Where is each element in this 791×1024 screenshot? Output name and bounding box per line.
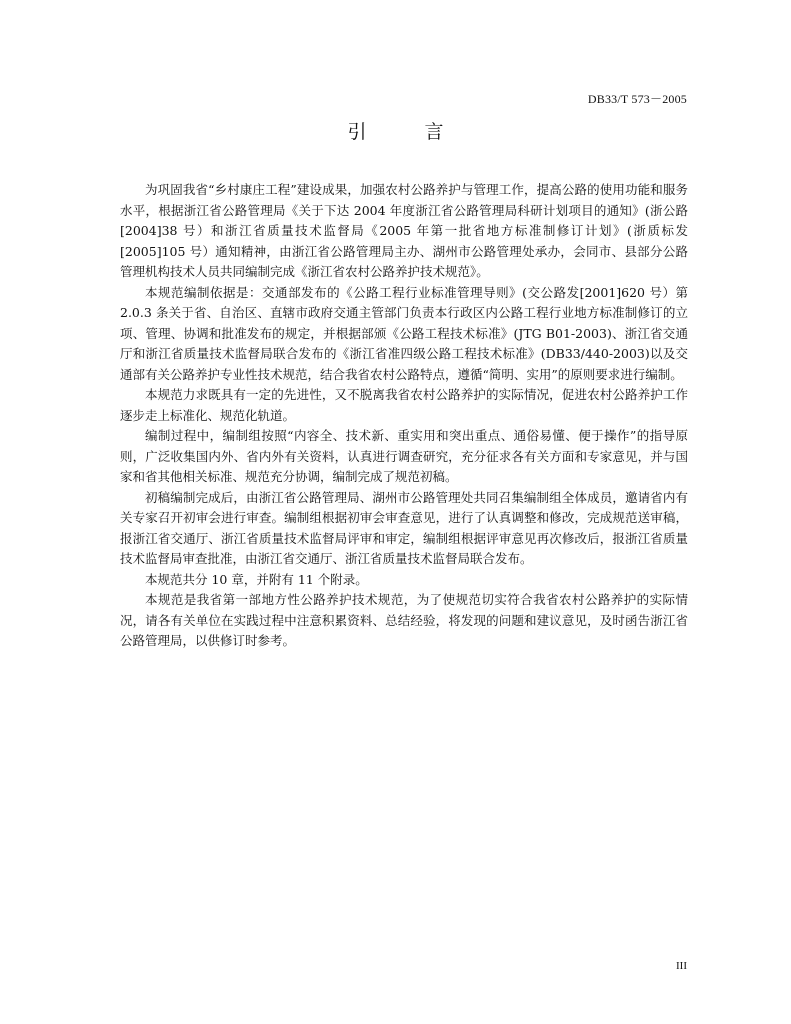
page-number: III [676,960,687,972]
document-code: DB33/T 573－2005 [587,92,687,106]
section-title: 引 言 [347,121,470,143]
paragraph: 本规范力求既具有一定的先进性，又不脱离我省农村公路养护的实际情况，促进农村公路养护工作逐步走上标准化、规范化轨道。 [120,387,688,423]
body-text [120,180,688,652]
paragraph: 为巩固我省“乡村康庄工程”建设成果，加强农村公路养护与管理工作，提高公路的使用功能和服务水平，根据浙江省公路管理局《关于下达 2004 年度浙江省公路管理局科研计划项目的通知》(浙公路[2004]38 号）和浙江省质量技术监督局《2005 年第一批省地方标准制修订计划》(浙质标发[2005]105 号）通知精神，由浙江省公路管理局主办、湖州市公路管理处承办，会同市、县部分公路管理机构技术人员共同编制完成《浙江省农村公路养护技术规范》。 [120,182,688,279]
paragraph: 本规范共分 10 章，并附有 11 个附录。 [145,571,368,587]
paragraph: 本规范是我省第一部地方性公路养护技术规范，为了使规范切实符合我省农村公路养护的实际情况，请各有关单位在实践过程中注意积累资料、总结经验，将发现的问题和建议意见，及时函告浙江省公路管理局，以供修订时参考。 [120,592,688,648]
paragraph: 初稿编制完成后，由浙江省公路管理局、湖州市公路管理处共同召集编制组全体成员，邀请省内有关专家召开初审会进行审查。编制组根据初审会审查意见，进行了认真调整和修改，完成规范送审稿，报浙江省交通厅、浙江省质量技术监督局评审和审定，编制组根据评审意见再次修改后，报浙江省质量技术监督局审查批准，由浙江省交通厅、浙江省质量技术监督局联合发布。 [120,489,688,566]
paragraph: 编制过程中，编制组按照“内容全、技术新、重实用和突出重点、通俗易懂、便于操作”的指导原则，广泛收集国内外、省内外有关资料，认真进行调查研究，充分征求各有关方面和专家意见，并与国家和省其他相关标准、规范充分协调，编制完成了规范初稿。 [120,428,688,484]
paragraph: 本规范编制依据是：交通部发布的《公路工程行业标准管理导则》(交公路发[2001]620 号）第 2.0.3 条关于省、自治区、直辖市政府交通主管部门负责本行政区内公路工程行业地方标准制修订的立项、管理、协调和批准发布的规定，并根据部颁《公路工程技术标准》(JTG B01-2003)、浙江省交通厅和浙江省质量技术监督局联合发布的《浙江省准四级公路工程技术标准》(DB33/440-2003)以及交通部有关公路养护专业性技术规范，结合我省农村公路特点，遵循“简明、实用”的原则要求进行编制。 [120,284,688,382]
